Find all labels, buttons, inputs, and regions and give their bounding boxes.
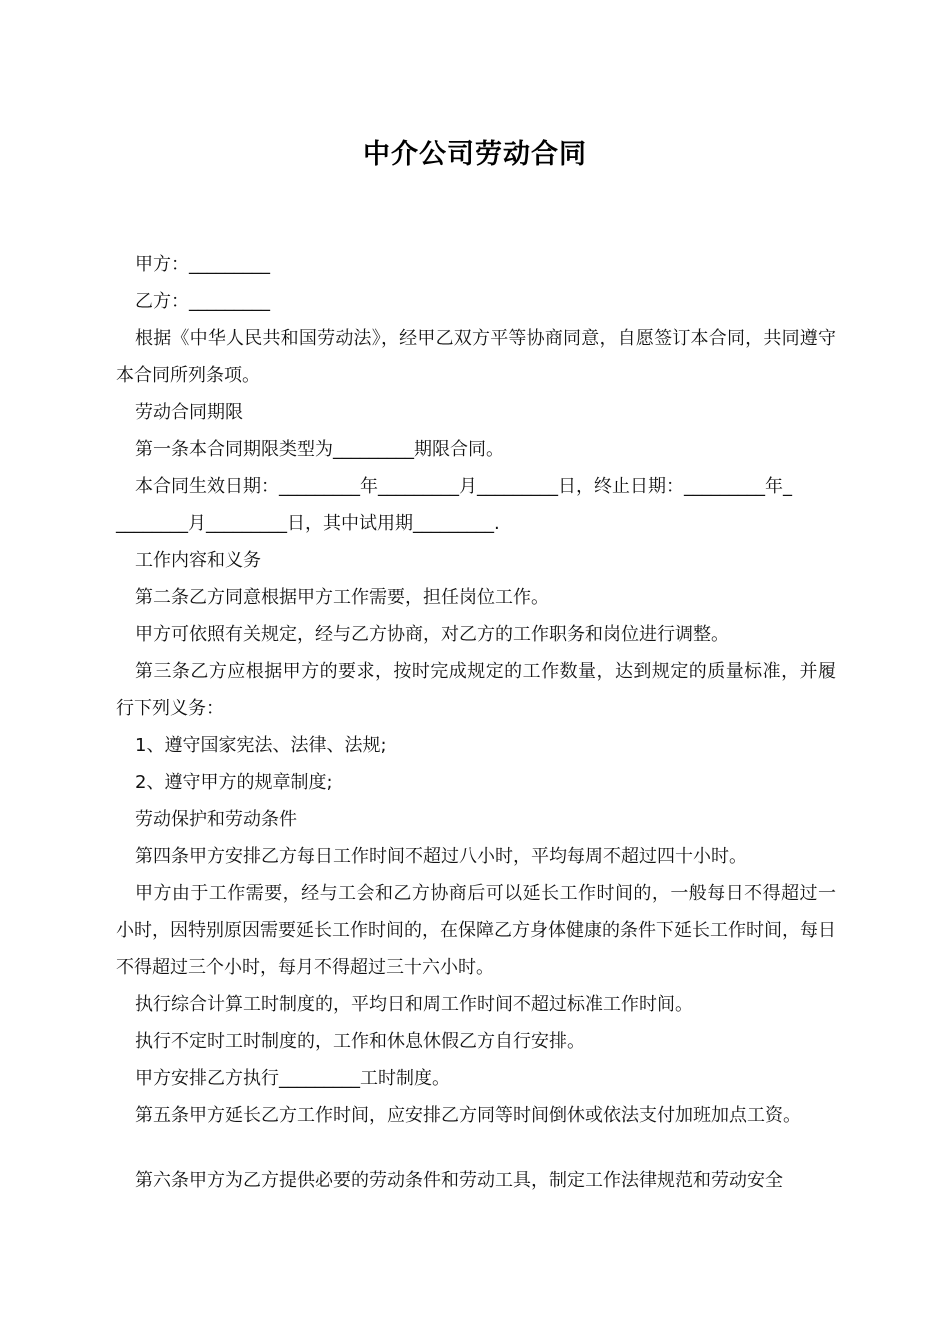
article-2-adjustment: 甲方可依照有关规定，经与乙方协商，对乙方的工作职务和岗位进行调整。 [135,624,729,645]
effective-date-line: 本合同生效日期：_________年_________月_________日，终止日期：_________年_ [135,476,792,497]
duty-item-2: 2、遵守甲方的规章制度; [135,772,333,793]
overtime-paragraph: 甲方由于工作需要，经与工会和乙方协商后可以延长工作时间的，一般每日不得超过一小时，因特别原因需要延长工作时间的，在保障乙方身体健康的条件下延长工作时间，每日不得超过三个小时，每月不得超过三十六小时。 [116,883,836,978]
section-heading-duties: 工作内容和义务 [135,550,261,571]
party-a-line: 甲方：_________ [135,254,270,275]
article-1: 第一条本合同期限类型为_________期限合同。 [135,439,504,460]
party-b-line: 乙方：_________ [135,291,270,312]
section-heading-protection: 劳动保护和劳动条件 [135,809,297,830]
probation-line: ________月_________日，其中试用期_________. [116,513,500,534]
article-2: 第二条乙方同意根据甲方工作需要，担任岗位工作。 [135,587,549,608]
article-3: 第三条乙方应根据甲方的要求，按时完成规定的工作数量，达到规定的质量标准，并履行下列义务： [116,661,836,719]
section-heading-term: 劳动合同期限 [135,402,243,423]
working-hours-system-line: 甲方安排乙方执行_________工时制度。 [135,1068,450,1089]
article-4: 第四条甲方安排乙方每日工作时间不超过八小时，平均每周不超过四十小时。 [135,846,747,867]
article-5: 第五条甲方延长乙方工作时间，应安排乙方同等时间倒休或依法支付加班加点工资。 [135,1105,801,1126]
document-body [116,246,836,1199]
preamble-paragraph: 根据《中华人民共和国劳动法》，经甲乙双方平等协商同意，自愿签订本合同，共同遵守本合同所列条项。 [116,328,836,386]
article-6: 第六条甲方为乙方提供必要的劳动条件和劳动工具，制定工作法律规范和劳动安全 [135,1170,783,1191]
document-title: 中介公司劳动合同 [363,139,587,170]
comprehensive-hours-paragraph: 执行综合计算工时制度的，平均日和周工作时间不超过标准工作时间。 [135,994,693,1015]
flexible-hours-paragraph: 执行不定时工时制度的，工作和休息休假乙方自行安排。 [135,1031,585,1052]
duty-item-1: 1、遵守国家宪法、法律、法规; [135,735,387,756]
